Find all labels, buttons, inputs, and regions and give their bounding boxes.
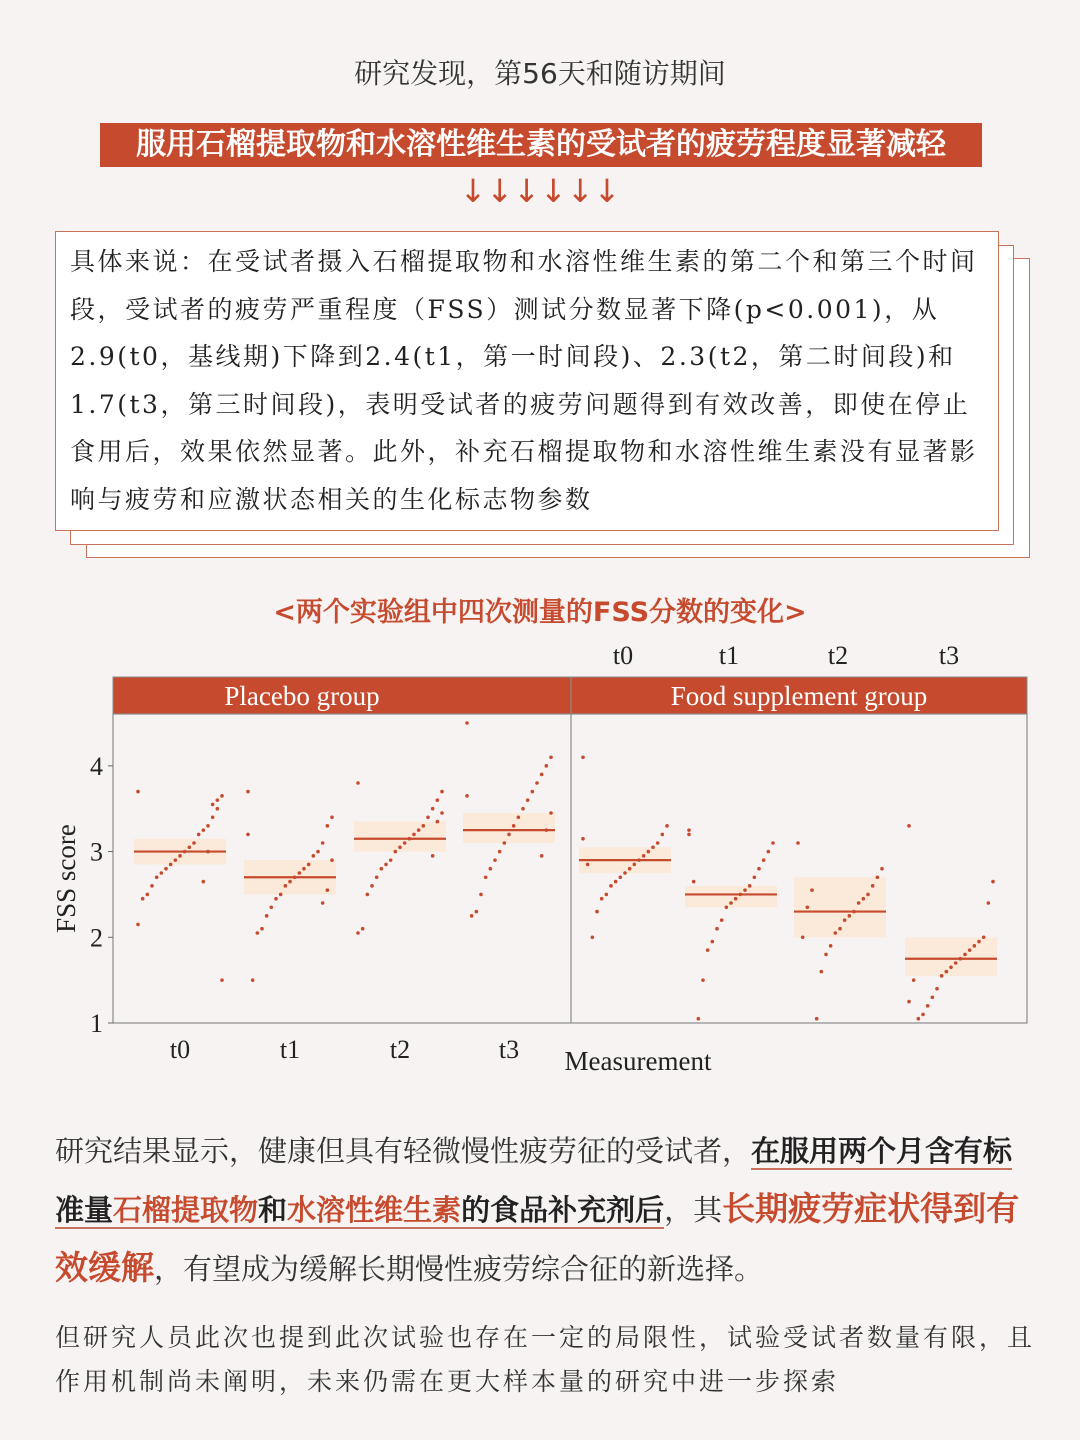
data-point [973, 944, 977, 948]
data-point [356, 931, 360, 935]
data-point [330, 815, 334, 819]
x-tick-label-top: t0 [612, 641, 634, 670]
data-point [762, 858, 766, 862]
data-point [771, 841, 775, 845]
result-supplement: 的食品补充剂后 [461, 1193, 665, 1227]
data-point [862, 897, 866, 901]
data-point [356, 781, 360, 785]
data-point [256, 931, 260, 935]
data-point [412, 833, 416, 837]
data-point [312, 854, 316, 858]
data-point [715, 927, 719, 931]
data-point [963, 953, 967, 957]
data-point [316, 850, 320, 854]
data-point [633, 863, 637, 867]
data-point [935, 987, 939, 991]
data-point [757, 867, 761, 871]
y-axis-label: FSS score [51, 824, 81, 933]
data-point [526, 798, 530, 802]
data-point [326, 888, 330, 892]
x-tick-label-bottom: t1 [279, 1035, 301, 1064]
data-point [968, 948, 972, 952]
x-tick-label-top: t3 [938, 641, 960, 670]
data-point [426, 815, 430, 819]
data-point [246, 833, 250, 837]
panel-label-1: Food supplement group [670, 681, 928, 711]
data-point [857, 901, 861, 905]
data-point [623, 871, 627, 875]
result-vitamins: 水溶性维生素 [287, 1193, 462, 1227]
data-point [876, 875, 880, 879]
result-paragraph [55, 1122, 1030, 1298]
data-point [417, 828, 421, 832]
data-point [436, 820, 440, 824]
data-point [465, 721, 469, 725]
data-point [220, 978, 224, 982]
data-point [977, 940, 981, 944]
data-point [136, 923, 140, 927]
x-tick-label-bottom: t3 [498, 1035, 520, 1064]
chart-title: <两个实验组中四次测量的FSS分数的变化> [273, 597, 807, 628]
data-point [801, 935, 805, 939]
data-point [619, 875, 623, 879]
data-point [540, 773, 544, 777]
data-point [535, 781, 539, 785]
headline-banner: 服用石榴提取物和水溶性维生素的受试者的疲劳程度显著减轻 [100, 123, 982, 167]
data-point [829, 944, 833, 948]
data-point [987, 901, 991, 905]
data-point [422, 824, 426, 828]
data-point [848, 914, 852, 918]
data-point [246, 790, 250, 794]
data-point [549, 811, 553, 815]
data-point [949, 965, 953, 969]
data-point [605, 893, 609, 897]
result-pomegranate: 石榴提取物 [113, 1193, 259, 1227]
data-point [160, 871, 164, 875]
data-point [326, 824, 330, 828]
data-point [871, 884, 875, 888]
data-point [288, 880, 292, 884]
data-point [945, 970, 949, 974]
data-point [595, 910, 599, 914]
data-point [734, 897, 738, 901]
x-tick-label-bottom: t0 [169, 1035, 191, 1064]
data-point [251, 978, 255, 982]
data-point [188, 845, 192, 849]
panel-label-0: Placebo group [224, 681, 380, 711]
y-tick-label: 3 [90, 837, 103, 867]
data-point [192, 841, 196, 845]
data-point [164, 867, 168, 871]
data-point [880, 867, 884, 871]
data-point [150, 884, 154, 888]
data-point [431, 854, 435, 858]
result-its: ，其 [664, 1193, 723, 1227]
data-point [265, 914, 269, 918]
data-point [600, 897, 604, 901]
data-point [838, 927, 842, 931]
data-point [586, 863, 590, 867]
data-point [202, 828, 206, 832]
data-point [479, 893, 483, 897]
ci-band [463, 813, 555, 843]
data-point [549, 755, 553, 759]
data-point [692, 880, 696, 884]
data-point [697, 1017, 701, 1021]
data-point [706, 948, 710, 952]
data-point [307, 863, 311, 867]
x-axis-label: Measurement [564, 1046, 712, 1076]
data-point [614, 880, 618, 884]
data-point [503, 841, 507, 845]
data-point [465, 794, 469, 798]
data-point [440, 790, 444, 794]
data-point [321, 841, 325, 845]
data-point [687, 828, 691, 832]
data-point [206, 824, 210, 828]
data-point [394, 850, 398, 854]
data-point [302, 867, 306, 871]
y-tick-label: 4 [90, 751, 103, 781]
data-point [647, 850, 651, 854]
data-point [197, 833, 201, 837]
data-point [178, 854, 182, 858]
data-point [651, 845, 655, 849]
data-point [489, 867, 493, 871]
x-tick-label-top: t2 [827, 641, 849, 670]
data-point [609, 884, 613, 888]
data-point [642, 854, 646, 858]
data-point [665, 824, 669, 828]
data-point [330, 858, 334, 862]
data-point [820, 970, 824, 974]
result-and: 和 [258, 1193, 288, 1227]
down-arrows: ↓↓↓↓↓↓ [459, 172, 621, 210]
data-point [824, 953, 828, 957]
data-point [810, 888, 814, 892]
data-point [366, 893, 370, 897]
data-point [687, 833, 691, 837]
data-point [507, 833, 511, 837]
data-point [270, 905, 274, 909]
data-point [260, 927, 264, 931]
data-point [211, 803, 215, 807]
data-point [375, 875, 379, 879]
y-tick-label: 1 [90, 1009, 103, 1038]
data-point [521, 807, 525, 811]
data-point [169, 863, 173, 867]
limitation-paragraph: 但研究人员此次也提到此次试验也存在一定的局限性，试验受试者数量有限，且作用机制尚未阐明，未来仍需在更大样本量的研究中进一步探索 [55, 1323, 1036, 1396]
data-point [216, 807, 220, 811]
data-point [370, 884, 374, 888]
data-point [141, 897, 145, 901]
x-tick-label-bottom: t2 [389, 1035, 411, 1064]
data-point [389, 858, 393, 862]
data-point [711, 940, 715, 944]
data-point [146, 893, 150, 897]
data-point [202, 880, 206, 884]
data-point [493, 858, 497, 862]
data-point [921, 1013, 925, 1017]
data-point [512, 824, 516, 828]
data-point [815, 1017, 819, 1021]
data-point [380, 867, 384, 871]
data-point [725, 905, 729, 909]
data-point [531, 790, 535, 794]
x-tick-label-top: t1 [718, 641, 740, 670]
result-outro: ，有望成为缓解长期慢性疲劳综合征的新选择。 [154, 1252, 764, 1286]
data-point [398, 845, 402, 849]
fss-chart [0, 630, 1080, 1090]
data-point [136, 790, 140, 794]
data-point [767, 850, 771, 854]
data-point [498, 850, 502, 854]
data-point [216, 798, 220, 802]
result-intro: 研究结果显示，健康但具有轻微慢性疲劳征的受试者， [55, 1134, 752, 1168]
data-point [431, 807, 435, 811]
data-point [912, 978, 916, 982]
data-point [628, 867, 632, 871]
intro-text: 研究发现，第56天和随访期间 [354, 57, 726, 90]
data-point [743, 888, 747, 892]
data-point [540, 854, 544, 858]
data-point [298, 871, 302, 875]
data-point [917, 1017, 921, 1021]
data-point [220, 794, 224, 798]
ci-band [905, 937, 997, 976]
data-point [361, 927, 365, 931]
data-point [174, 858, 178, 862]
data-point [720, 918, 724, 922]
data-point [907, 824, 911, 828]
data-point [321, 901, 325, 905]
data-point [656, 841, 660, 845]
data-point [796, 841, 800, 845]
data-point [484, 875, 488, 879]
data-point [866, 893, 870, 897]
data-point [982, 935, 986, 939]
data-point [475, 910, 479, 914]
y-tick-label: 2 [90, 923, 103, 953]
data-point [753, 875, 757, 879]
data-point [834, 931, 838, 935]
data-point [661, 833, 665, 837]
data-point [403, 841, 407, 845]
data-point [843, 918, 847, 922]
data-point [907, 1000, 911, 1004]
data-point [284, 884, 288, 888]
data-point [940, 974, 944, 978]
data-point [581, 837, 585, 841]
data-point [954, 961, 958, 965]
data-point [279, 893, 283, 897]
data-point [545, 764, 549, 768]
data-point [591, 935, 595, 939]
result-relief: 长期疲劳症状得到有效缓解 [55, 1189, 1020, 1287]
detail-text: 具体来说：在受试者摄入石榴提取物和水溶性维生素的第二个和第三个时间段，受试者的疲劳严重程度（FSS）测试分数显著下降(p<0.001)，从2.9(t0，基线期)下降到2.4(t1，第一时间段)、2.3(t2，第二时间段)和1.7(t3，第三时间段)，表明受试者的疲劳问题得到有效改善，即使在停止食用后，效果依然显著。此外，补充石榴提取物和水溶性维生素没有显著影响与疲劳和应激状态相关的生化标志物参数 [70, 247, 978, 514]
data-point [926, 1004, 930, 1008]
data-point [470, 914, 474, 918]
data-point [748, 884, 752, 888]
data-point [729, 901, 733, 905]
data-point [701, 978, 705, 982]
result-highlight-1: 在服用两个月含有标准量 [55, 1134, 1013, 1227]
data-point [155, 875, 159, 879]
data-point [931, 995, 935, 999]
data-point [517, 815, 521, 819]
data-point [384, 863, 388, 867]
data-point [991, 880, 995, 884]
data-point [806, 905, 810, 909]
data-point [581, 755, 585, 759]
data-point [211, 815, 215, 819]
data-point [436, 798, 440, 802]
data-point [274, 897, 278, 901]
data-point [440, 811, 444, 815]
